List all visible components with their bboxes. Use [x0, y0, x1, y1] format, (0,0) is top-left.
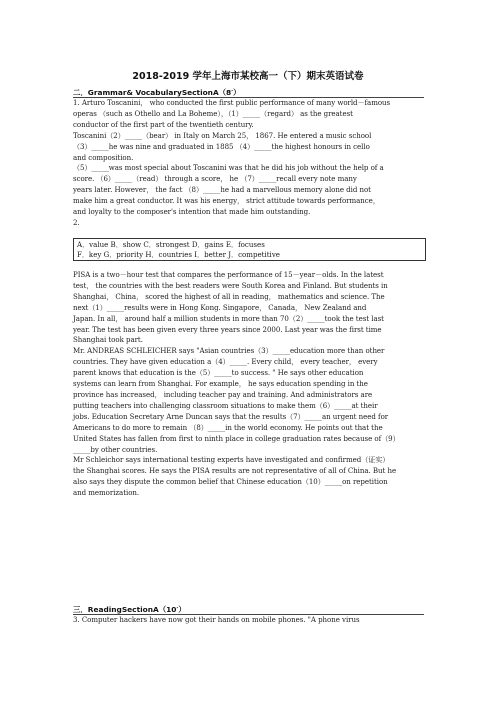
passage-line: score. （6）_____（read） through a score， he （7）_____recall every note many	[73, 174, 357, 184]
word-bank-box	[73, 238, 426, 261]
passage-line: 1. Arturo Toscanini， who conducted the first public performance of many world－famous	[73, 98, 391, 107]
passage-line: _____by other countries.	[73, 444, 158, 454]
passage-line: operas （such as Othello and La Boheme），（1）_____（regard） as the greatest	[73, 108, 353, 118]
passage-line: province has increased， including teacher pay and training. And administrators are	[73, 389, 373, 399]
reading-passage	[73, 615, 430, 626]
passage-line: Mr Schleichor says international testing experts have investigated and confirmed（证实）	[73, 455, 390, 465]
passage-line: also says they dispute the common belief that Chinese education（10）_____on repetition	[73, 477, 388, 487]
passage-line: make him a great conductor. It was his energy， strict attitude towards performance，	[73, 196, 380, 206]
exam-title: 2018-2019 学年上海市某校高一（下）期末英语试卷	[132, 71, 364, 82]
passage-line: parent knows that education is the（5）_____to success. " He says other education	[73, 368, 364, 378]
vocabulary-passage	[73, 270, 430, 499]
passage-line: Toscanini（2）_____（bear） in Italy on March 25， 1867. He entered a music school	[73, 130, 372, 140]
question-number: 2.	[73, 217, 80, 227]
passage-line: Japan. In all， around half a million students in more than 70（2）_____took the test last	[73, 313, 384, 323]
passage-line: and loyalty to the composer's intention that made him outstanding.	[73, 207, 311, 217]
passage-line: Americans to do more to remain （8）_____in the world economy. He points out that the	[73, 422, 383, 432]
passage-line: （3）_____he was nine and graduated in 1885 （4）_____the highest honours in cello	[73, 141, 370, 151]
passage-line: PISA is a two－hour test that compares the performance of 15－year－olds. In the latest	[73, 270, 384, 279]
grammar-passage	[73, 98, 430, 229]
passage-line: Shanghai took part.	[73, 335, 143, 345]
passage-line: and memorization.	[73, 488, 140, 498]
passage-line: jobs. Education Secretary Arne Duncan says that the results（7）_____an urgent need for	[73, 411, 389, 421]
word-bank-line: F．key G．priority H．countries I．better J．competitive	[77, 250, 280, 259]
word-bank-line: A．value B．show C．strongest D．gains E．focuses	[77, 240, 265, 249]
passage-line: Mr. ANDREAS SCHLEICHER says "Asian countries（3）_____education more than other	[73, 346, 385, 356]
passage-line: Shanghai， China， scored the highest of all in reading， mathematics and science. The	[73, 291, 385, 301]
passage-line: test， the countries with the best readers were South Korea and Finland. But students in	[73, 280, 388, 290]
section-reading-heading: 三．ReadingSectionA（10′）	[73, 605, 186, 614]
passage-line: and composition.	[73, 152, 134, 162]
passage-line: putting teachers into challenging classroom situations to make them（6）_____at their	[73, 400, 378, 410]
passage-line: （5）_____was most special about Toscanini was that he did his job without the help of a	[73, 163, 384, 173]
passage-line: years later. However， the fact （8）_____he had a marvellous memory alone did not	[73, 185, 371, 195]
passage-line: 3. Computer hackers have now got their hands on mobile phones. "A phone virus	[73, 615, 360, 624]
passage-line: conductor of the first part of the twentieth century.	[73, 119, 254, 129]
passage-line: year. The test has been given every three years since 2000. Last year was the first time	[73, 324, 382, 334]
passage-line: United States has fallen from first to ninth place in college graduation rates because of（9）	[73, 433, 400, 443]
passage-line: systems can learn from Shanghai. For example， he says education spending in the	[73, 379, 368, 389]
passage-line: countries. They have given education a（4）_____. Every child， every teacher， every	[73, 357, 378, 367]
section-grammar-heading: 二．Grammar& VocabularySectionA（8′）	[73, 88, 241, 97]
passage-line: next（1）_____results were in Hong Kong. Singapore， Canada， New Zealand and	[73, 302, 367, 312]
passage-line: the Shanghai scores. He says the PISA results are not representative of all of China. But he	[73, 466, 397, 476]
